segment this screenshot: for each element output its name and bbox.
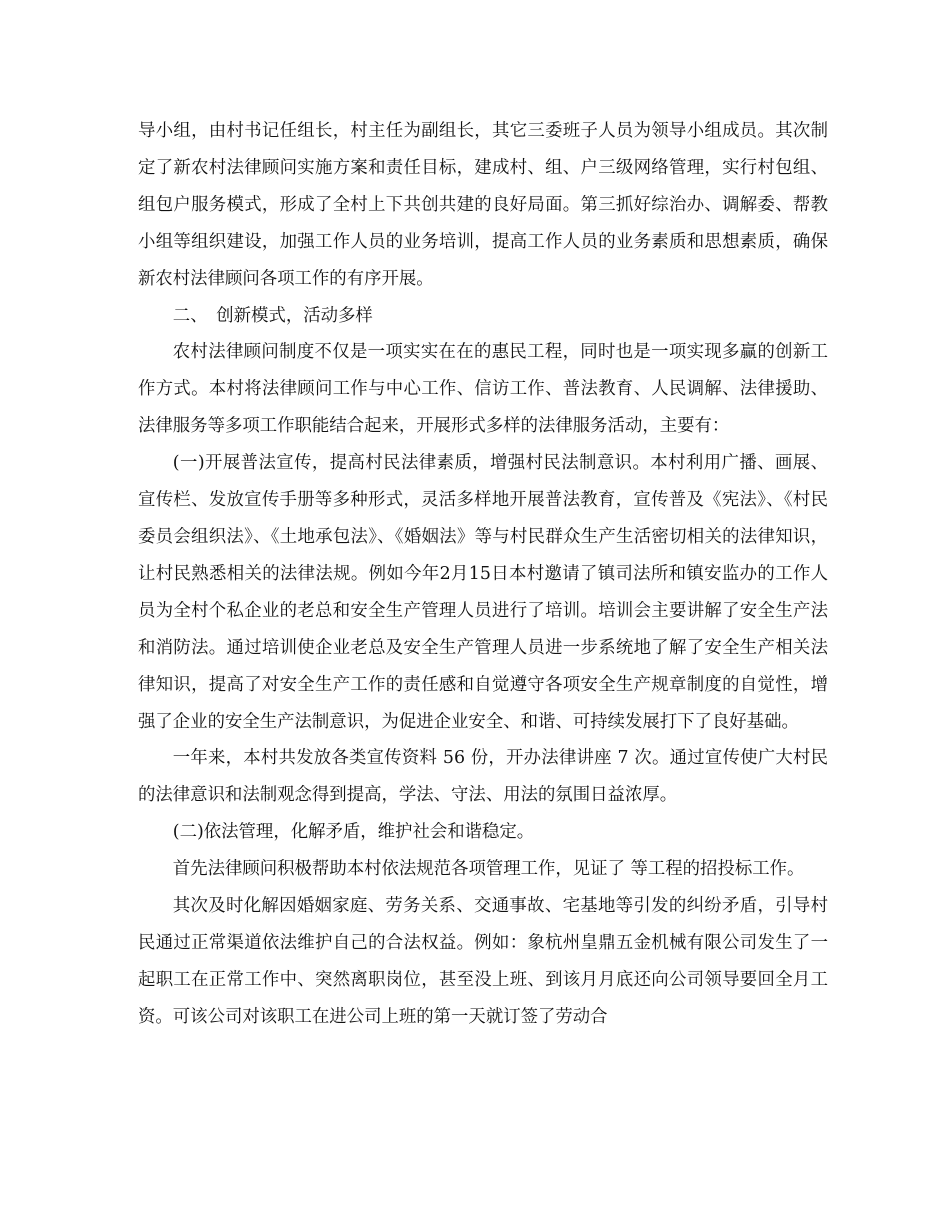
subheading-lawful-management: (二)依法管理，化解矛盾，维护社会和谐稳定。 [172, 822, 535, 843]
paragraph-dispute-resolution: 其次及时化解因婚姻家庭、劳务关系、交通事故、宅基地等引发的纠纷矛盾，引导村民通过正常渠道依法维护自己的合法权益。例如：象杭州皇鼎五金机械有限公司发生了一起职工在正常工作中、突然离职岗位，甚至没上班、到该月月底还向公司领导要回全月工资。可该公司对该职工在进公司上班的第一天就订签了劳动合 [138, 896, 828, 1027]
paragraph-leadership-group: 导小组，由村书记任组长，村主任为副组长，其它三委班子人员为领导小组成员。其次制定了新农村法律顾问实施方案和责任目标，建成村、组、户三级网络管理，实行村包组、组包户服务模式，形成了全村上下共创共建的良好局面。第三抓好综治办、调解委、帮教小组等组织建设，加强工作人员的业务培训，提高工作人员的业务素质和思想素质，确保新农村法律顾问各项工作的有序开展。 [138, 121, 828, 289]
section-heading-innovation: 二、 创新模式，活动多样 [172, 305, 373, 326]
paragraph-bidding-witness: 首先法律顾问积极帮助本村依法规范各项管理工作，见证了 等工程的招投标工作。 [172, 859, 805, 880]
paragraph-legal-publicity: (一)开展普法宣传，提高村民法律素质，增强村民法制意识。本村利用广播、画展、宣传栏、发放宣传手册等多种形式，灵活多样地开展普法教育，宣传普及《宪法》、《村民委员会组织法》、《土地承包法》、《婚姻法》等与村民群众生产生活密切相关的法律知识，让村民熟悉相关的法律法规。例如今年2月15日本村邀请了镇司法所和镇安监办的工作人员为全村个私企业的老总和安全生产管理人员进行了培训。培训会主要讲解了安全生产法和消防法。通过培训使企业老总及安全生产管理人员进一步系统地了解了安全生产相关法律知识，提高了对安全生产工作的责任感和自觉遵守各项安全生产规章制度的自觉性，增强了企业的安全生产法制意识，为促进企业安全、和谐、可持续发展打下了良好基础。 [138, 453, 828, 732]
document-body [138, 113, 828, 1036]
paragraph-legal-advisor-system: 农村法律顾问制度不仅是一项实实在在的惠民工程，同时也是一项实现多赢的创新工作方式。本村将法律顾问工作与中心工作、信访工作、普法教育、人民调解、法律援助、法律服务等多项工作职能结合起来，开展形式多样的法律服务活动，主要有： [138, 342, 828, 437]
paragraph-annual-statistics: 一年来，本村共发放各类宣传资料 56 份，开办法律讲座 7 次。通过宣传使广大村民的法律意识和法制观念得到提高，学法、守法、用法的氛围日益浓厚。 [138, 748, 828, 806]
